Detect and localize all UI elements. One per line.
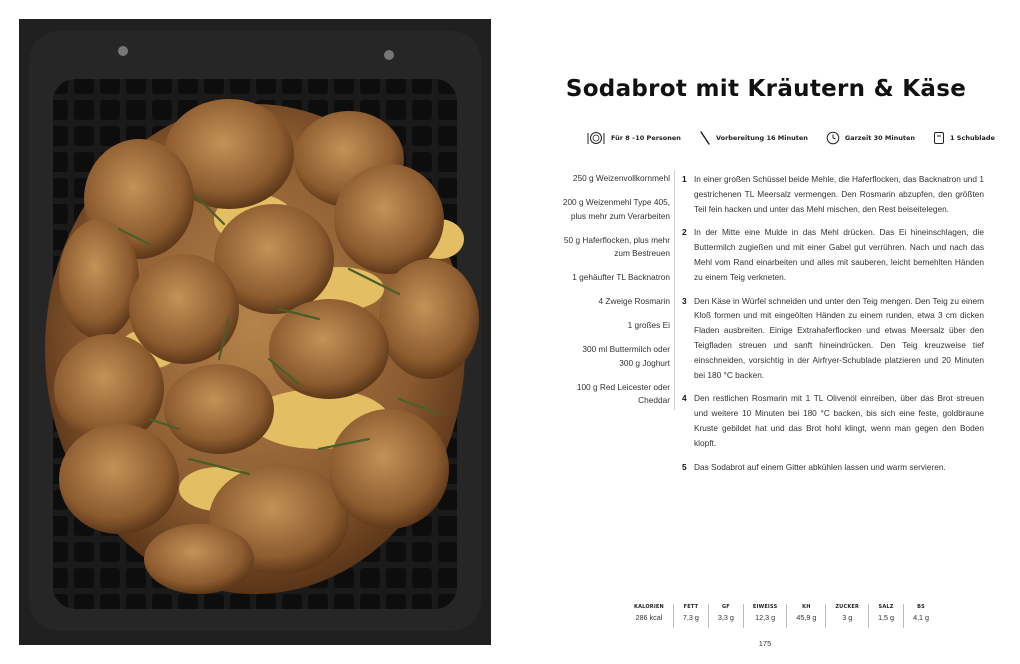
step-item (682, 460, 984, 475)
meta-cook-time (826, 131, 915, 145)
nutrition-cell: GF 3,3 g (708, 604, 743, 628)
bread-photo (19, 19, 491, 645)
step-text: Den restlichen Rosmarin mit 1 TL Olivenöl einreiben, über das Brot streuen und weitere 10 Minuten bei 180 °C backen, bis sich eine feste, goldbraune Kruste gebildet hat und das Brot hohl klingt, wenn man gegen den Boden klopft. (694, 393, 984, 448)
ingredient-item: 250 g Weizenvollkornmehl (572, 173, 670, 183)
meta-servings (586, 131, 681, 145)
ingredient-item: 1 großes Ei (627, 320, 670, 330)
step-text: In der Mitte eine Mulde in das Mehl drücken. Das Ei hineinschlagen, die Buttermilch zugießen und mit einer Gabel gut verrühren. Nach und nach das Mehl vom Rand einarbeiten und alles mit sauberen, leicht bemehlten Händen zu einem Teig verkneten. (694, 227, 984, 282)
airfryer-basket-illustration (19, 19, 491, 645)
step-number: 3 (682, 295, 687, 306)
meta-prep-label: Vorbereitung 16 Minuten (715, 134, 808, 142)
step-item (682, 391, 984, 450)
clock-icon (826, 131, 840, 145)
method-steps (682, 172, 984, 483)
ingredient-item: 300 ml Buttermilch oder 300 g Joghurt (582, 344, 670, 368)
meta-drawers-label: 1 Schublade (950, 134, 995, 142)
step-number: 5 (682, 461, 687, 472)
nutrition-cell: FETT 7,3 g (673, 604, 708, 628)
step-item (682, 294, 984, 383)
meta-servings-label: Für 8 –10 Personen (611, 134, 681, 142)
nutrition-cell: EIWEISS 12,3 g (743, 604, 786, 628)
ingredient-item: 200 g Weizenmehl Type 405, plus mehr zum Verarbeiten (562, 197, 670, 221)
step-number: 2 (682, 227, 687, 238)
ingredient-item: 4 Zweige Rosmarin (598, 296, 670, 306)
step-item (682, 225, 984, 284)
recipe-meta-row (586, 128, 995, 148)
step-text: In einer großen Schüssel beide Mehle, die Haferflocken, das Backnatron und 1 gestrichenen TL Meersalz vermengen. Den Rosmarin abzupfen, den größten Teil fein hacken und unter das Mehl mischen, den Rest beiseitelegen. (694, 174, 984, 214)
nutrition-cell: BS 4,1 g (903, 604, 938, 628)
step-number: 1 (682, 174, 687, 184)
meta-drawers (933, 131, 995, 145)
column-divider (674, 170, 675, 410)
step-number: 4 (682, 393, 687, 404)
meta-prep-time (699, 131, 808, 145)
nutrition-cell: SALZ 1,5 g (868, 604, 903, 628)
ingredient-item: 50 g Haferflocken, plus mehr zum Bestreuen (563, 234, 670, 258)
ingredient-item: 100 g Red Leicester oder Cheddar (576, 381, 670, 405)
nutrition-cell: KH 45,9 g (786, 604, 825, 628)
step-item (682, 172, 984, 216)
nutrition-table (625, 604, 938, 628)
step-text: Das Sodabrot auf einem Gitter abkühlen lassen und warm servieren. (694, 461, 946, 472)
recipe-title: Sodabrot mit Kräutern & Käse (565, 76, 967, 102)
ingredient-item: 1 gehäufter TL Backnatron (572, 272, 670, 282)
nutrition-cell: KALORIEN 286 kcal (634, 604, 664, 622)
ingredient-list (528, 172, 670, 418)
knife-icon (699, 131, 711, 145)
step-text: Den Käse in Würfel schneiden und unter den Teig mengen. Den Teig zu einem Kloß formen und mit eingeölten Händen zu einem runden, etwa 3 cm dicken Fladen ausbreiten. Einige Extrahaferflocken und etwas Meersalz über den Teigfladen streuen und sanft hineindrücken. Den Teig kreuzweise tief einschneiden, vorsichtig in der Airfryer-Schublade platzieren und 20 Minuten bei 180 °C backen. (694, 295, 984, 380)
page-number: 175 (758, 639, 772, 648)
nutrition-cell: ZUCKER 3 g (825, 604, 868, 628)
meta-cook-label: Garzeit 30 Minuten (844, 134, 915, 142)
drawer-icon (933, 131, 945, 145)
plate-cutlery-icon (586, 131, 606, 145)
